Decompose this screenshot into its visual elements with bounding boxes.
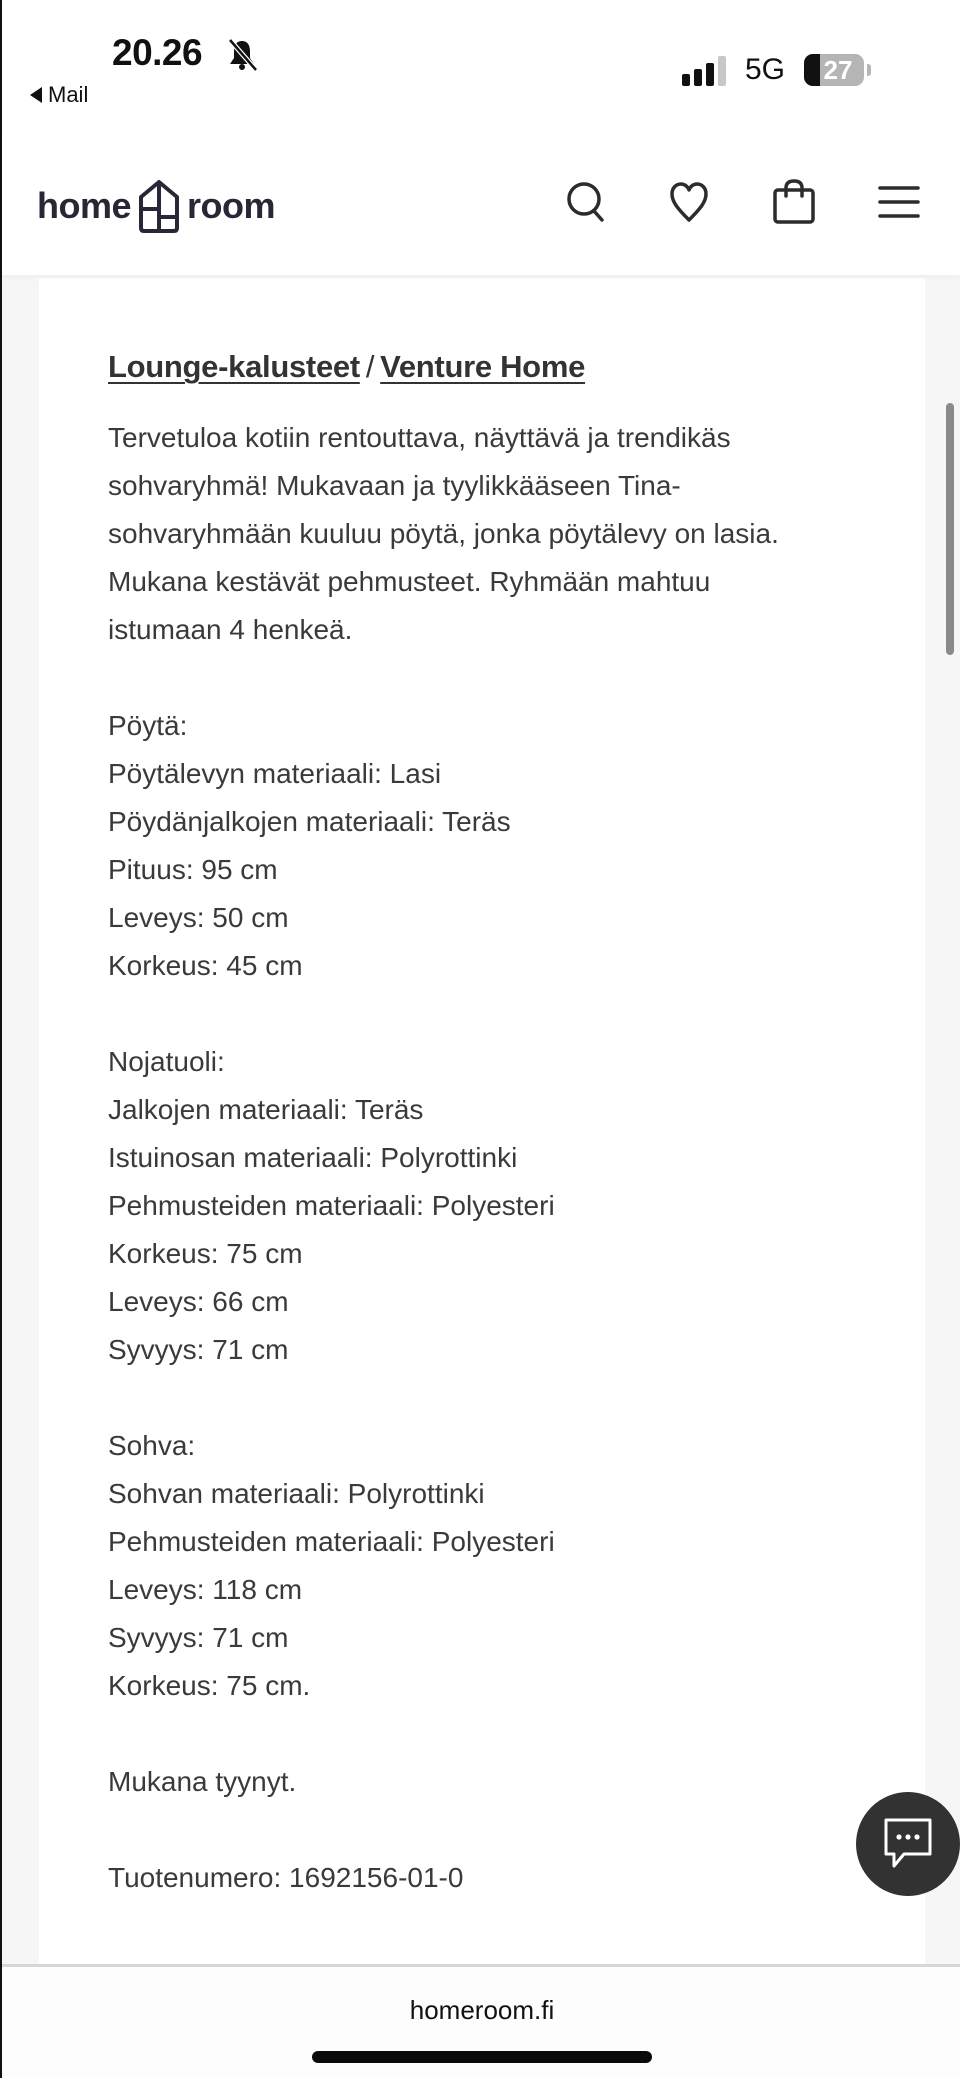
status-time: 20.26 [112,32,203,73]
spec-line: Pöytälevyn materiaali: Lasi [108,758,442,789]
cart-button[interactable] [769,177,819,227]
product-description-card [39,278,925,1968]
spec-line: Korkeus: 45 cm [108,950,303,981]
spec-section-title: Pöytä: [108,710,188,741]
battery-icon [804,54,864,86]
breadcrumb-separator: / [365,349,375,384]
spec-line: Sohvan materiaali: Polyrottinki [108,1478,485,1509]
logo-text-room: room [187,185,276,226]
breadcrumb [108,343,888,391]
spec-section-sofa [108,1422,888,1710]
spec-line: Pehmusteiden materiaali: Polyesteri [108,1526,555,1557]
breadcrumb-link-lounge-kalusteet[interactable]: Lounge-kalusteet [108,349,360,384]
product-description [108,343,888,1950]
url-display[interactable]: homeroom.fi [409,1995,555,2025]
spec-line: Leveys: 66 cm [108,1286,289,1317]
home-indicator[interactable] [312,2051,652,2063]
spec-section-title: Nojatuoli: [108,1046,225,1077]
back-triangle-icon [30,87,42,103]
logo-text-home: home [37,185,132,226]
intro-paragraph [108,414,888,654]
included-text: Mukana tyynyt. [108,1766,297,1797]
battery-nub [867,64,871,76]
back-to-app-button[interactable] [30,82,88,108]
site-header [2,135,960,275]
cellular-signal-icon [682,56,730,86]
browser-bottom-bar [2,1967,960,2078]
homeroom-logo[interactable] [37,177,275,235]
heart-icon [664,177,714,227]
spec-line: Syvyys: 71 cm [108,1334,289,1365]
spec-line: Pöydänjalkojen materiaali: Teräs [108,806,511,837]
intro-line: Mukana kestävät pehmusteet. Ryhmään mahtuu [108,566,711,597]
page-scrollbar[interactable] [946,403,954,655]
search-icon [562,177,612,227]
spec-line: Pituus: 95 cm [108,854,278,885]
spec-line: Leveys: 50 cm [108,902,289,933]
battery-percent: 27 [823,55,853,85]
spec-line: Jalkojen materiaali: Teräs [108,1094,424,1125]
included-note [108,1758,888,1806]
intro-line: sohvaryhmään kuuluu pöytä, jonka pöytälevy on lasia. [108,518,779,549]
product-number [108,1854,888,1902]
spec-line: Korkeus: 75 cm. [108,1670,311,1701]
breadcrumb-link-venture-home[interactable]: Venture Home [380,349,586,384]
spec-line: Syvyys: 71 cm [108,1622,289,1653]
search-button[interactable] [562,177,612,227]
intro-line: sohvaryhmä! Mukavaan ja tyylikkääseen Tina- [108,470,681,501]
network-type: 5G [745,53,786,86]
spec-line: Pehmusteiden materiaali: Polyesteri [108,1190,555,1221]
intro-line: istumaan 4 henkeä. [108,614,353,645]
spec-line: Leveys: 118 cm [108,1574,303,1605]
chat-bubble-icon [882,1816,934,1872]
spec-section-table [108,702,888,990]
chat-button[interactable] [856,1792,960,1896]
wishlist-button[interactable] [664,177,714,227]
menu-button[interactable] [874,177,924,227]
spec-section-title: Sohva: [108,1430,196,1461]
spec-section-armchair [108,1038,888,1374]
intro-line: Tervetuloa kotiin rentouttava, näyttävä ja trendikäs [108,422,731,453]
menu-icon [874,177,924,227]
spec-line: Istuinosan materiaali: Polyrottinki [108,1142,518,1173]
page-background [2,275,960,1965]
shopping-bag-icon [769,177,819,227]
back-app-label: Mail [48,82,89,107]
bell-slash-icon [226,38,258,72]
spec-line: Korkeus: 75 cm [108,1238,303,1269]
house-logo-icon [137,179,181,233]
status-bar [2,0,960,135]
product-number-text: Tuotenumero: 1692156-01-0 [108,1862,464,1893]
